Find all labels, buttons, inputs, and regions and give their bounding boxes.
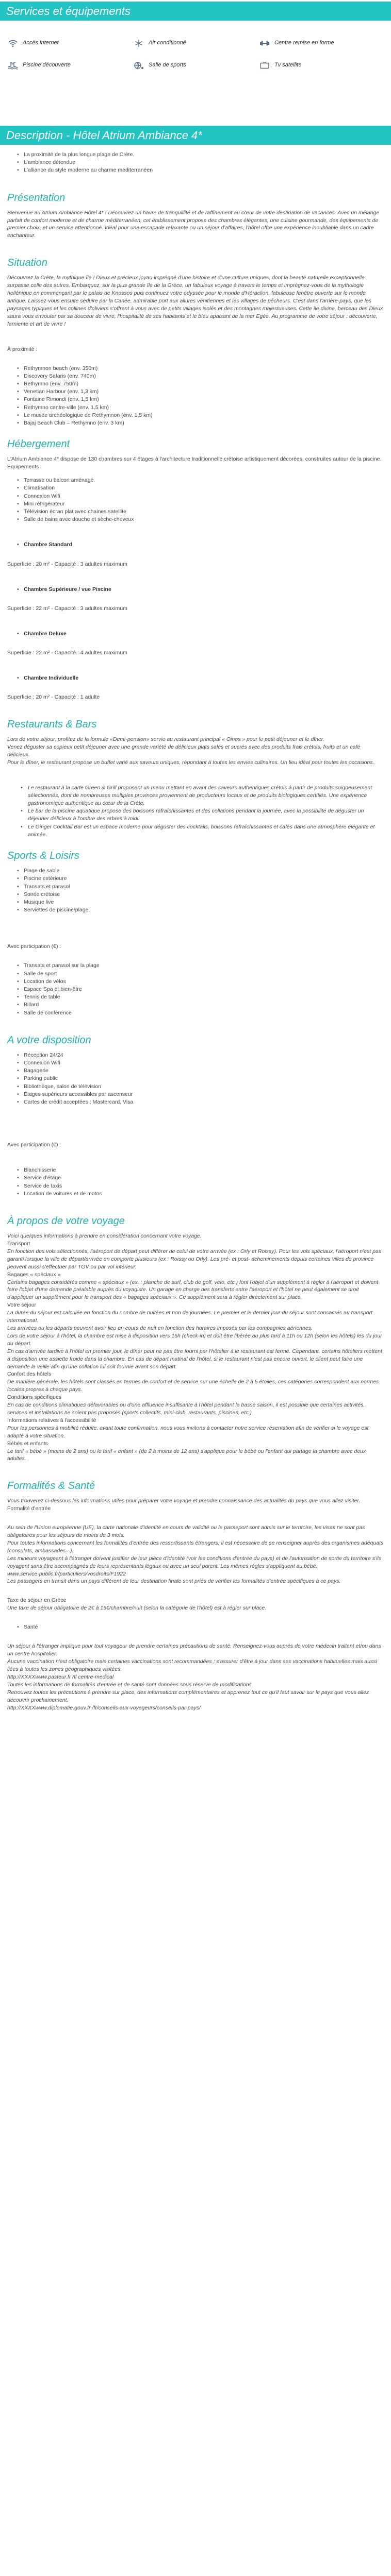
description-header: Description - Hôtel Atrium Ambiance 4* <box>0 126 391 145</box>
voyage-text: En fonction des vols sélectionnés, l'aéroport de départ peut différer de celui de votre arrivée (ex : Orly et Roissy). Pour les vols spéciaux, l'aéroport n'est pas garanti lorsque la ville de départ/arrivée en comporte plusieurs (ex : Roissy ou Orly). Les pré- et post- acheminements depuis certaines villes de province peuvent aussi s'effectuer par TGV ou par vol intérieur. <box>7 1248 382 1270</box>
amenity-label: Salle de sports <box>149 61 186 68</box>
voyage-text: Le tarif « bébé » (moins de 2 ans) ou le tarif « enfant » (de 2 à moins de 12 ans) s'applique pour le bébé ou l'enfant qui partage la chambre avec deux adultes. <box>7 1448 366 1462</box>
room-name: • Chambre Deluxe <box>24 630 384 638</box>
formalites-text: Les passagers en transit dans un pays différent de leur destination finale sont priés de vérifier les formalités d'entrée spécifiques à ce pays. <box>7 1578 341 1585</box>
amenity-fitness <box>259 32 385 54</box>
room-detail: Superficie : 20 m² - Capacité : 3 adultes maximum <box>7 561 127 567</box>
amenity-air-conditioning <box>133 32 259 54</box>
voyage-text: En cas d'arrivée tardive à l'hôtel en premier jour, le dîner peut ne pas être fourni par l'hôtelier à le restaurant est fermé. Cependant, certains hôteliers mettent à disposition une assiette froide dans la chambre. En cas de départ matinal de l'hôtel, si le restaurant n'est pas encore ouvert, le client peut faire une demande la veille afin qu'une collation lui soit fournie avant son départ. <box>7 1348 382 1370</box>
sports-list <box>7 867 384 914</box>
list-item: • Connexion Wifi <box>24 1059 384 1067</box>
sports-icon <box>133 61 144 70</box>
list-item: • Le Ginger Cocktail Bar est un espace moderne pour déguster des cocktails, boissons rafraîchissantes et cafés dans une atmosphère élégante et animée. <box>28 823 384 839</box>
list-item: • Service d'étage <box>24 1174 384 1182</box>
disposition-title: A votre disposition <box>7 1034 91 1046</box>
list-item: • Santé <box>24 1623 384 1631</box>
list-item: • Mini réfrigérateur <box>24 500 384 508</box>
room-single <box>7 674 384 682</box>
health-text: Toutes les informations de formalités d'entrée et de santé sont données sous réserve de modifications. <box>7 1681 253 1688</box>
list-item: • L'alliance du style moderne au charme méditerranéen <box>24 166 384 174</box>
situation-text: Découvrez la Crète, la mythique île ! Dieux et précieux joyau imprégné d'une histoire et d'une culture uniques, dont la beauté naturelle exceptionnelle surpasse celle des autres. Embarquez, sur la plus grande île de la Grèce, un fabuleux voyage à travers le temps et imprégnez-vous de la mythologie hellénique en commençant par le palais de Knossos puis continuez votre odyssée pour le monde d'Héraclion, fabuleuse fenêtre ouverte sur le monde antique. Laissez-vous ensuite séduire par la Canée, admirable port aux allures vénitiennes et les villages de pêcheurs. C'est dans l'arrière-pays, que les paysages typiques et les collines d'oliviers s'offrent à vous avec de petits villages isolés et des montagnes majestueuses. Cette île divine, berceau des Dieux saura vous envouter par sa douceur de vivre, l'hospitalité de ses habitants et le bleu apaisant de la mer Egée. Au programme de votre séjour : découverte, farniente et art de vivre ! <box>7 275 383 327</box>
formalites-title: Formalités & Santé <box>7 1480 95 1492</box>
voyage-text: De manière générale, les hôtels sont classés en termes de confort et de service sur une échelle de 2 à 5 étoiles, ces catégories correspondent aux normes locales propres à chaque pays. <box>7 1379 379 1393</box>
list-item: • Piscine extérieure <box>24 875 384 883</box>
amenity-label: Tv satellite <box>274 61 302 68</box>
voyage-title: À propos de votre voyage <box>7 1215 125 1227</box>
hebergement-title: Hébergement <box>7 438 70 450</box>
equipments-list <box>7 477 384 523</box>
proximity-label: À proximité : <box>7 346 38 352</box>
description-body <box>0 145 391 1712</box>
restaurants-title: Restaurants & Bars <box>7 718 97 730</box>
list-item: • Le musée archéologique de Rethymnon (env. 1,5 km) <box>24 412 384 419</box>
voyage-text: Voici quelques informations à prendre en considération concernant votre voyage. <box>7 1233 202 1240</box>
pool-icon <box>7 61 19 70</box>
list-item: • Terrasse ou balcon aménagé <box>24 477 384 484</box>
room-name: • Chambre Standard <box>24 541 384 549</box>
list-item: • Climatisation <box>24 484 384 492</box>
list-item: • Télévision écran plat avec chaines satellite <box>24 508 384 516</box>
dumbbell-icon <box>259 39 270 48</box>
list-item: • Venetian Harbour (env. 1,3 km) <box>24 388 384 396</box>
amenity-internet <box>7 32 133 54</box>
list-item: • Transats et parasol <box>24 883 384 891</box>
list-item: • Connexion Wifi <box>24 493 384 500</box>
voyage-subheading: Votre séjour <box>7 1302 37 1309</box>
room-standard <box>7 541 384 549</box>
room-detail: Superficie : 22 m² - Capacité : 4 adultes maximum <box>7 649 127 656</box>
list-item: • Transats et parasol sur la plage <box>24 962 384 970</box>
health-list <box>7 1623 384 1631</box>
health-link: http://XXXXwww.diplomatie.gouv.fr /fr/conseils-aux-voyageurs/conseils-par-pays/ <box>7 1704 201 1711</box>
room-deluxe <box>7 630 384 638</box>
voyage-text: Lors de votre séjour à l'hôtel, la chambre est mise à disposition vers 15h (check-in) et doit être libérée au plus tard à 11h ou 12h (selon les hôtels) les du jour du départ. <box>7 1332 382 1347</box>
formalites-text: Vous trouverez ci-dessous les informations utiles pour préparer votre voyage et prendre connaissance des actualités du pays que vous allez visiter. <box>7 1498 361 1504</box>
formalites-text: Les mineurs voyageant à l'étranger doivent justifier de leur pièce d'identité (voir les conditions d'entrée du pays) et de l'autorisation de sortie du territoire s'ils voyagent sans être accompagnés de leurs représentants légaux ou avec un seul parent. Les mêmes règles s'appliquent au bébé. <box>7 1555 381 1569</box>
voyage-subheading: Bébés et enfants <box>7 1440 48 1447</box>
health-text: Retrouvez toutes les précautions à prendre sur place, des informations complémentaires et apprenez tout ce qu'il faut savoir sur le pays que vous allez découvrir prochainement. <box>7 1689 369 1703</box>
amenity-label: Piscine découverte <box>23 61 71 68</box>
room-detail: Superficie : 22 m² - Capacité : 3 adultes maximum <box>7 605 127 612</box>
tv-icon <box>259 61 270 70</box>
list-item: • L'ambiance détendue <box>24 159 384 166</box>
list-item: • Réception 24/24 <box>24 1052 384 1059</box>
room-detail: Superficie : 20 m² - Capacité : 1 adulte <box>7 694 100 700</box>
amenities-grid <box>0 21 391 76</box>
situation-title: Situation <box>7 257 47 269</box>
sports-paid-list <box>7 962 384 1017</box>
presentation-text: Bienvenue au Atrium Ambiance Hôtel 4* ! Découvrez un havre de tranquillité et de raffinement au cœur de votre destination de vacances. Avec un mélange parfait de confort moderne et de charme méditerranéen, cet établissement propose des chambres élégantes, une cuisine gourmande, des équipements de premier choix, et un service attentionné. Idéal pour une escapade relaxante ou un séjour d'affaires, l'hôtel offre une expérience inoubliable dans un cadre enchanteur. <box>7 209 380 239</box>
list-item: • Soirée crétoise <box>24 891 384 899</box>
list-item: • Discovery Safaris (env. 740m) <box>24 372 384 380</box>
list-item: • Location de vélos <box>24 978 384 986</box>
list-item: • Service de taxis <box>24 1182 384 1190</box>
formalites-text: Pour toutes informations concernant les formalités d'entrée des ressortissants étrangers, il est nécessaire de se renseigner auprès des organismes adéquats (consulats, ambassades...). <box>7 1539 384 1554</box>
health-text: Un séjour à l'étranger implique pour tout voyageur de prendre certaines précautions de santé. Renseignez-vous auprès de votre médecin traitant et/ou dans un centre hospitalier. <box>7 1643 381 1657</box>
voyage-text: La durée du séjour est calculée en fonction du nombre de nuitées et non de journées. Le premier et le dernier jour du séjour sont consacrés au transport international. <box>7 1310 373 1324</box>
highlights-list <box>7 151 384 175</box>
sports-paid-label: Avec participation (€) : <box>7 943 61 950</box>
disposition-list <box>7 1052 384 1107</box>
voyage-text: En cas de conditions climatiques défavorables ou d'une affluence insuffisante à l'hôtel pendant la basse saison, il est possible que certaines activités, services et installations ne soient pas proposés (sports collectifs, mini-club, restaurants, piscines, etc.). <box>7 1402 365 1416</box>
list-item: • Cartes de crédit acceptées : Mastercard, Visa <box>24 1098 384 1106</box>
list-item: • Rethymno centre-ville (env. 1,5 km) <box>24 404 384 412</box>
list-item: • Blanchisserie <box>24 1166 384 1174</box>
disposition-paid-list <box>7 1166 384 1198</box>
voyage-text: Les arrivées ou les départs peuvent avoir lieu en cours de nuit en fonction des horaires imposés par les compagnies aériennes. <box>7 1325 313 1331</box>
list-item: • Salle de bains avec douche et sèche-cheveux <box>24 516 384 523</box>
presentation-title: Présentation <box>7 192 66 204</box>
health-text: Aucune vaccination n'est obligatoire mais certaines vaccinations sont recommandées ; s'assurer d'être à jour dans ses vaccinations habituelles mais aussi liées à toutes les zones géographiques visitées. <box>7 1658 377 1673</box>
disposition-paid-label: Avec participation (€) : <box>7 1142 61 1148</box>
formalites-subheading: Formalité d'entrée <box>7 1505 51 1512</box>
services-header: Services et équipements <box>0 2 391 21</box>
list-item: • Espace Spa et bien-être <box>24 986 384 993</box>
amenity-sports-hall <box>133 54 259 76</box>
room-name: • Chambre Supérieure / vue Piscine <box>24 586 384 594</box>
list-item: • Billard <box>24 1001 384 1009</box>
list-item: • Bajaj Beach Club – Rethymno (env. 3 km) <box>24 419 384 427</box>
list-item: • Fontaine Rimondi (env. 1,5 km) <box>24 396 384 403</box>
voyage-text: Pour les personnes à mobilité réduite, avant toute confirmation, nous vous invitons à contacter notre service réservation afin de vérifier si le voyage est adapté à votre situation. <box>7 1425 369 1439</box>
health-link: http://XXXXwww.pasteur.fr /Il centre-medical <box>7 1674 114 1681</box>
amenity-label: Air conditionné <box>149 39 186 46</box>
wifi-icon <box>7 39 19 48</box>
restaurants-text: Lors de votre séjour, profitez de la formule «Demi-pension» servie au restaurant principal « Oinos » pour le petit déjeuner et le dîner. <box>7 736 324 742</box>
voyage-subheading: Transport <box>7 1241 30 1247</box>
proximity-list <box>7 365 384 428</box>
list-item: • Serviettes de piscine/plage. <box>24 906 384 914</box>
amenity-tv <box>259 54 385 76</box>
voyage-text: Certains bagages considérés comme « spéciaux » (ex. : planche de surf, club de golf, vélo, etc.) font l'objet d'un supplément à régler à l'aéroport et doivent faire l'objet d'une demande préalable auprès du voyagiste. Un garage en charge des transferts entre l'aéroport et l'hôtel ne peut également se droit d'appliquer un supplément pour le transport des « bagages spéciaux ». Ce supplément sera à régler directement sur place. <box>7 1279 379 1301</box>
hebergement-intro: L'Atrium Ambiance 4* dispose de 130 chambres sur 4 étages à l'architecture traditionnelle crétoise artistiquement décorées, construites autour de la piscine. <box>7 456 382 463</box>
voyage-subheading: Bagages « spéciaux » <box>7 1271 61 1278</box>
voyage-subheading: Conditions spécifiques <box>7 1394 62 1401</box>
list-item: • Musique live <box>24 899 384 906</box>
snowflake-icon <box>133 39 144 48</box>
amenity-label: Accès internet <box>23 39 59 46</box>
list-item: • Rethymno (env. 750m) <box>24 380 384 388</box>
list-item: • Étages supérieurs accessibles par ascenseur <box>24 1091 384 1098</box>
voyage-subheading: Confort des hôtels <box>7 1371 52 1378</box>
list-item: • Parking public <box>24 1075 384 1082</box>
amenity-pool <box>7 54 133 76</box>
formalites-text: Au sein de l'Union européenne (UE), la carte nationale d'identité en cours de validité ou le passeport sont admis sur le territoire, les visas ne sont pas obligatoires pour les séjours de moins de 3 mois. <box>7 1524 365 1539</box>
voyage-subheading: Informations relatives à l'accessibilité <box>7 1417 96 1423</box>
list-item: • Bibliothèque, salon de télévision <box>24 1083 384 1091</box>
list-item: • Le restaurant à la carte Green & Grill proposent un menu mettant en avant des saveurs authentiques crétois à partir de produits soigneusement sélectionnés, dont de nombreuses multiples provinces proviennent de producteurs locaux et de produits biologiques certifiés. Une expérience gastronomique authentique au cœur de la Crète. <box>28 784 384 808</box>
list-item: • Tennis de table <box>24 993 384 1001</box>
restaurants-text: Venez déguster sa copieux petit déjeuner avec une grande variété de délicieux plats salés et sucrés avec des produits frais crétois, fruits et un café délicieux. <box>7 743 361 758</box>
list-item: • La proximité de la plus longue plage de Crète. <box>24 151 384 159</box>
restaurants-list <box>7 784 384 839</box>
list-item: • Salle de sport <box>24 970 384 978</box>
list-item: • Rethymnon beach (env. 350m) <box>24 365 384 372</box>
list-item: • Plage de sable <box>24 867 384 875</box>
restaurants-text: Pour le dîner, le restaurant propose un buffet varié aux saveurs uniques, répondant à toutes les envies culinaires. Un lieu idéal pour toutes les occasions. <box>7 759 374 766</box>
formalites-link: www.service-public.fr/particuliers/vosdroits/F1922 <box>7 1570 126 1577</box>
list-item: • Salle de conférence <box>24 1009 384 1017</box>
list-item: • Bagagerie <box>24 1067 384 1075</box>
formalites-subheading: Taxe de séjour en Grèce <box>7 1597 67 1604</box>
list-item: • Location de voitures et de motos <box>24 1190 384 1198</box>
equipments-label: Equipements : <box>7 464 42 470</box>
formalites-text: Une taxe de séjour obligatoire de 2€ à 15€/chambre/nuit (selon la catégorie de l'hôtel) est à régler sur place. <box>7 1605 267 1612</box>
room-name: • Chambre Individuelle <box>24 674 384 682</box>
amenity-label: Centre remise en forme <box>274 39 334 46</box>
list-item: • Le bar de la piscine aquatique propose des boissons rafraîchissantes et des collations pendant la journée, avec la possibilité de déguster un déjeuner délicieux à l'ombre des arbres à midi. <box>28 807 384 823</box>
sports-title: Sports & Loisirs <box>7 850 80 862</box>
room-superior <box>7 586 384 594</box>
